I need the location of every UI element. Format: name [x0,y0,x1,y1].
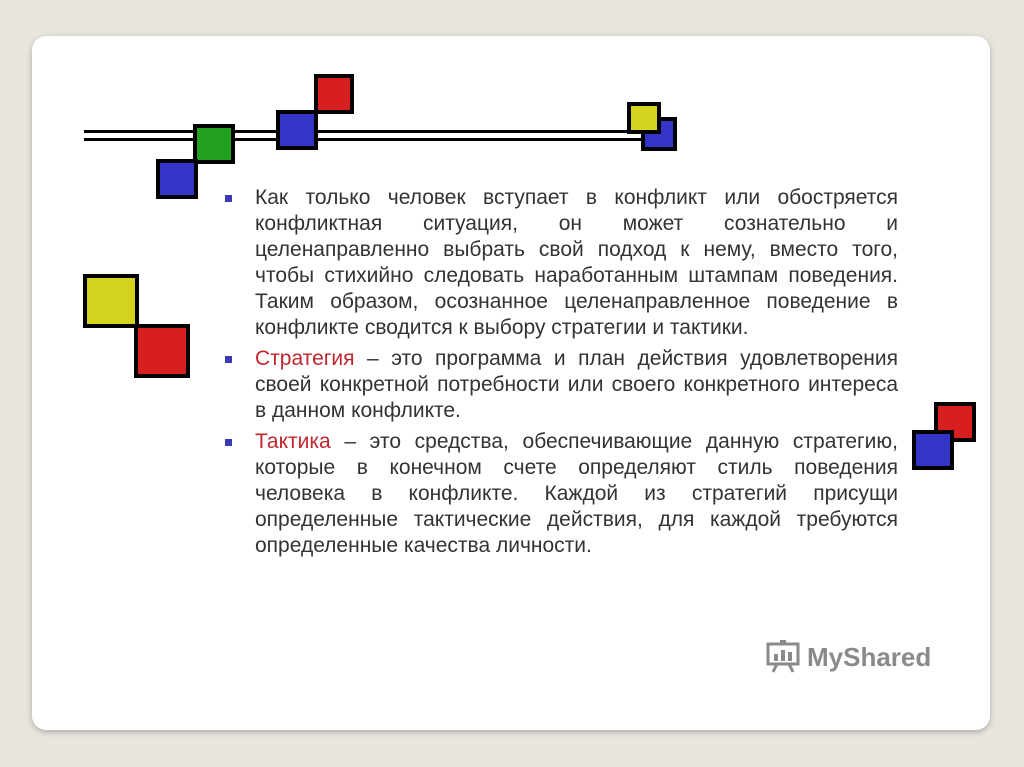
slide-content [222,185,898,564]
decor-square-yellow-top [627,102,661,134]
item-text: Стратегия – это программа и план действия удовлетворения своей конкретной потребности или своего конкретного интереса в данном конфликте. [255,347,898,422]
list-item-3 [222,429,898,559]
bullet-icon [225,195,232,202]
myshared-logo [765,640,931,674]
term-tactic: Тактика [255,430,331,453]
decor-square-red-left [134,324,190,378]
decor-line-top [84,130,644,133]
term-strategy: Стратегия [255,347,355,370]
decor-square-green [193,124,235,164]
presentation-board-icon [765,640,801,674]
bullet-icon [225,356,232,363]
list-item-2 [222,346,898,424]
item-text: Тактика – это средства, обеспечивающие данную стратегию, которые в конечном счете определяют стиль поведения человека в конфликте. Каждой из стратегий присущи определенные тактические действия, для каждой требуются определенные качества личности. [255,430,898,557]
decor-square-yellow-left [83,274,139,328]
decor-square-red-top [314,74,354,114]
list-item-1 [222,185,898,341]
decor-square-blue-top [276,110,318,150]
decor-square-blue-right [912,430,954,470]
decor-square-blue-left [156,159,198,199]
item-text: Как только человек вступает в конфликт или обостряется конфликтная ситуация, он может сознательно и целенаправленно выбрать свой подход к нему, вместо того, чтобы стихийно следовать наработанным штампам поведения. Таким образом, осознанное целенаправленное поведение в конфликте сводится к выбору стратегии и тактики. [255,186,898,339]
bullet-icon [225,439,232,446]
watermark-text: MyShared [807,641,932,672]
decor-line-bottom [84,138,644,141]
